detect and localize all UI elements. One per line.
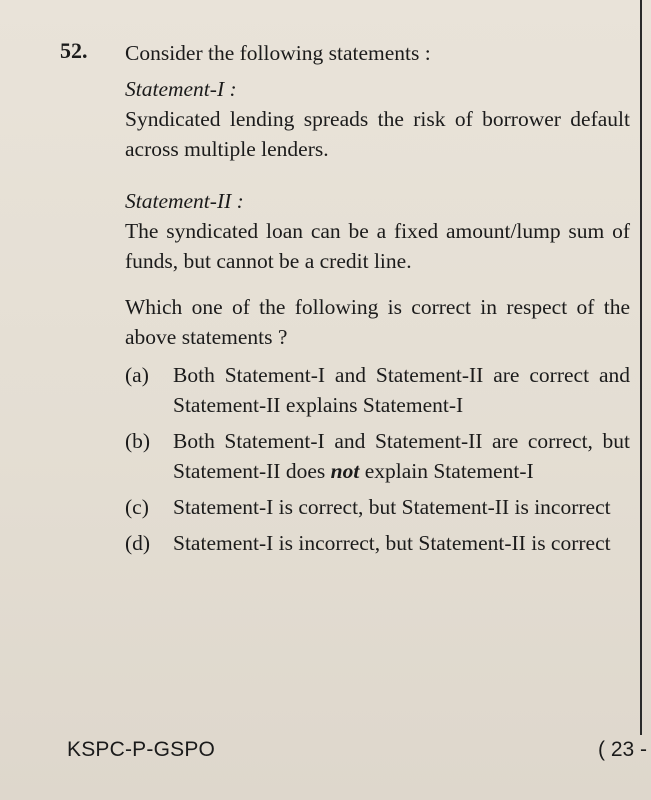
question-prompt: Which one of the following is correct in respect of the above statements ? [125, 295, 630, 349]
option-a-text: Both Statement-I and Statement-II are correct and Statement-II explains Statement-I [173, 363, 630, 417]
option-a[interactable] [125, 360, 630, 420]
booklet-code: KSPC-P-GSPO [67, 738, 216, 761]
statement-2-text: The syndicated loan can be a fixed amount/lump sum of funds, but cannot be a credit line. [125, 219, 630, 273]
column-divider [640, 0, 642, 735]
question-body [125, 38, 630, 564]
statement-2-label: Statement-II : [125, 189, 244, 213]
option-b-text-before: Both Statement-I and Statement-II are correct, but Statement-II does [173, 429, 630, 483]
option-b-emphasis: not [330, 459, 360, 483]
option-d-text: Statement-I is incorrect, but Statement-II is correct [173, 531, 611, 555]
option-c[interactable] [125, 492, 630, 522]
option-c-text: Statement-I is correct, but Statement-II is incorrect [173, 495, 611, 519]
page-number: ( 23 - [598, 738, 648, 761]
statement-1-text: Syndicated lending spreads the risk of borrower default across multiple lenders. [125, 107, 630, 161]
question-stem: Consider the following statements : [125, 41, 431, 65]
option-d[interactable] [125, 528, 630, 558]
option-c-label: (c) [125, 495, 149, 519]
question-number: 52. [60, 38, 88, 63]
option-b-text [173, 426, 630, 486]
answer-options [125, 360, 630, 558]
option-d-label: (d) [125, 531, 151, 555]
option-b[interactable] [125, 426, 630, 486]
statement-1-label: Statement-I : [125, 77, 237, 101]
option-b-text-after: explain Statement-I [364, 459, 534, 483]
option-b-label: (b) [125, 429, 151, 453]
option-a-label: (a) [125, 363, 149, 387]
